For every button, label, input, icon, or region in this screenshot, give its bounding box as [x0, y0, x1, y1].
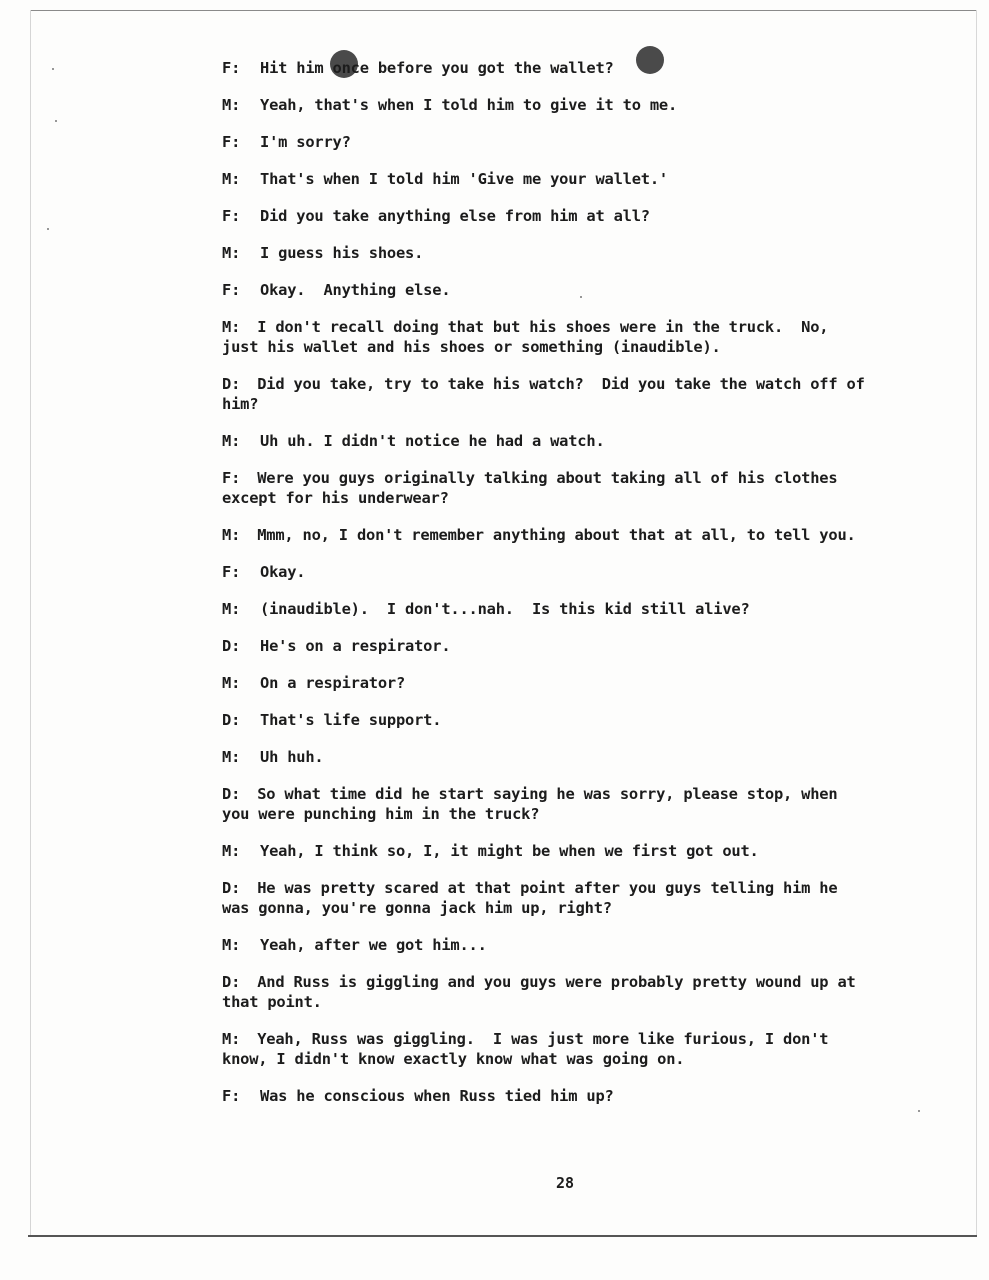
transcript-entry: [222, 599, 867, 619]
utterance-text: Did you take, try to take his watch? Did you take the watch off of him?: [222, 375, 874, 413]
speaker-label: M:: [222, 674, 241, 692]
utterance-text: That's when I told him 'Give me your wallet.': [260, 170, 668, 188]
utterance-text: So what time did he start saying he was sorry, please stop, when you were punching him in the truck?: [222, 785, 847, 823]
transcript-entry: [222, 562, 867, 582]
speaker-label: D:: [222, 637, 241, 655]
utterance-text: Yeah, I think so, I, it might be when we first got out.: [260, 842, 759, 860]
transcript-entry: [222, 132, 867, 152]
speaker-label: D:: [222, 879, 241, 897]
transcript-entry: [222, 841, 867, 861]
transcript-entry: [222, 878, 867, 918]
utterance-text: Were you guys originally talking about taking all of his clothes except for his underwear?: [222, 469, 847, 507]
utterance-text: Yeah, that's when I told him to give it to me.: [260, 96, 678, 114]
speaker-label: F:: [222, 207, 241, 225]
utterance-text: I don't recall doing that but his shoes were in the truck. No, just his wallet and his shoes or something (inaudible).: [222, 318, 838, 356]
scan-speck: [55, 120, 57, 122]
utterance-text: Mmm, no, I don't remember anything about that at all, to tell you.: [257, 526, 856, 544]
utterance-text: Okay. Anything else.: [260, 281, 451, 299]
speaker-label: F:: [222, 133, 241, 151]
utterance-text: And Russ is giggling and you guys were probably pretty wound up at that point.: [222, 973, 865, 1011]
speaker-label: M:: [222, 244, 241, 262]
transcript-entry: [222, 710, 867, 730]
speaker-label: M:: [222, 936, 241, 954]
speaker-label: M:: [222, 526, 241, 544]
transcript-entry: [222, 58, 867, 78]
speaker-label: M:: [222, 96, 241, 114]
speaker-label: M:: [222, 842, 241, 860]
scan-speck: [47, 228, 49, 230]
page-number: 28: [556, 1174, 575, 1192]
utterance-text: That's life support.: [260, 711, 442, 729]
utterance-text: I guess his shoes.: [260, 244, 424, 262]
transcript-entry: [222, 636, 867, 656]
page-edge-top: [30, 10, 977, 11]
speaker-label: F:: [222, 59, 241, 77]
transcript-entry: [222, 673, 867, 693]
transcript-entry: [222, 972, 867, 1012]
transcript-entry: [222, 747, 867, 767]
utterance-text: Hit him once before you got the wallet?: [260, 59, 614, 77]
transcript-entry: [222, 525, 867, 545]
transcript-entry: [222, 374, 874, 414]
transcript-entry: [222, 784, 867, 824]
page-edge-right: [976, 10, 977, 1235]
speaker-label: F:: [222, 563, 241, 581]
utterance-text: (inaudible). I don't...nah. Is this kid still alive?: [260, 600, 750, 618]
transcript-entry: [222, 431, 867, 451]
utterance-text: Yeah, Russ was giggling. I was just more like furious, I don't know, I didn't know exactly know what was going on.: [222, 1030, 838, 1068]
transcript-entry: [222, 317, 867, 357]
transcript-entry: [222, 243, 867, 263]
transcript-entry: [222, 468, 867, 508]
speaker-label: M:: [222, 318, 241, 336]
utterance-text: On a respirator?: [260, 674, 406, 692]
transcript-entry: [222, 206, 867, 226]
speaker-label: M:: [222, 432, 241, 450]
transcript-entry: [222, 169, 867, 189]
utterance-text: Did you take anything else from him at all?: [260, 207, 650, 225]
utterance-text: He was pretty scared at that point after you guys telling him he was gonna, you're gonna jack him up, right?: [222, 879, 847, 917]
speaker-label: M:: [222, 170, 241, 188]
speaker-label: D:: [222, 375, 241, 393]
page-edge-bottom: [28, 1235, 977, 1237]
utterance-text: He's on a respirator.: [260, 637, 451, 655]
utterance-text: Uh huh.: [260, 748, 324, 766]
speaker-label: M:: [222, 1030, 241, 1048]
utterance-text: Was he conscious when Russ tied him up?: [260, 1087, 614, 1105]
transcript-entry: [222, 280, 867, 300]
utterance-text: Uh uh. I didn't notice he had a watch.: [260, 432, 605, 450]
page-edge-left: [30, 10, 31, 1235]
speaker-label: D:: [222, 785, 241, 803]
speaker-label: M:: [222, 600, 241, 618]
transcript-entry: [222, 95, 867, 115]
speaker-label: M:: [222, 748, 241, 766]
utterance-text: Okay.: [260, 563, 306, 581]
utterance-text: I'm sorry?: [260, 133, 351, 151]
interview-transcript: [222, 58, 874, 1123]
speaker-label: F:: [222, 281, 241, 299]
transcript-entry: [222, 1029, 867, 1069]
speaker-label: F:: [222, 1087, 241, 1105]
scan-speck: [52, 68, 54, 70]
utterance-text: Yeah, after we got him...: [260, 936, 487, 954]
transcript-entry: [222, 935, 867, 955]
transcript-entry: [222, 1086, 867, 1106]
speaker-label: D:: [222, 711, 241, 729]
speaker-label: D:: [222, 973, 241, 991]
speaker-label: F:: [222, 469, 241, 487]
scan-speck: [918, 1110, 920, 1112]
